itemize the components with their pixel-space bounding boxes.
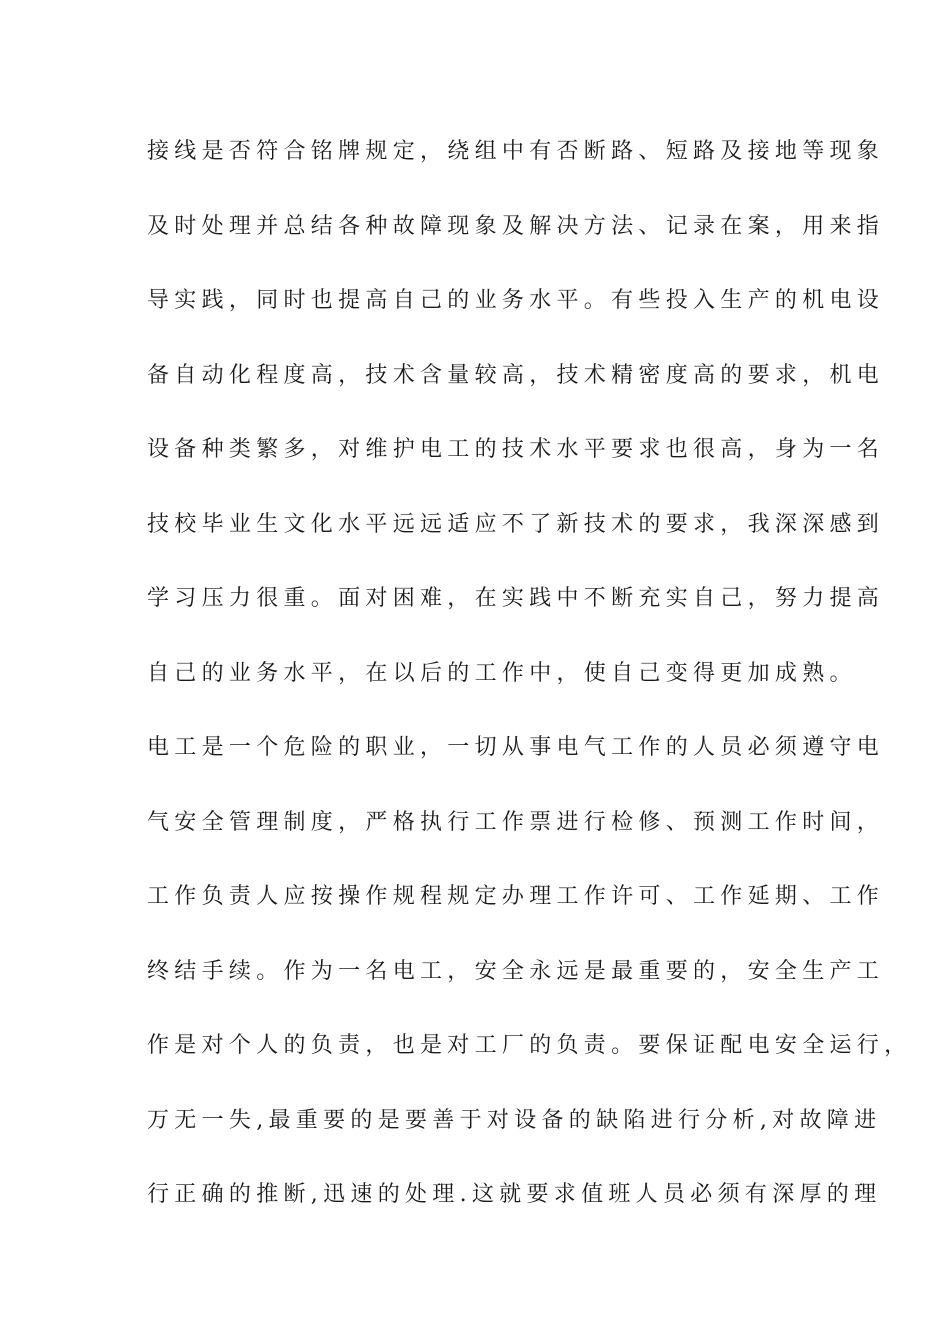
text-line: 自己的业务水平，在以后的工作中，使自己变得更加成熟。 [147, 660, 857, 686]
text-line: 万无一失,最重要的是要善于对设备的缺陷进行分析,对故障进 [147, 1107, 882, 1133]
text-line: 电工是一个危险的职业，一切从事电气工作的人员必须遵守电 [147, 735, 885, 760]
text-line: 备自动化程度高，技术含量较高，技术精密度高的要求，机电 [147, 362, 885, 388]
body-text [147, 130, 912, 1248]
text-line: 导实践，同时也提高自己的业务水平。有些投入生产的机电设 [147, 288, 885, 313]
text-line: 工作负责人应按操作规程规定办理工作许可、工作延期、工作 [147, 884, 885, 909]
text-line: 接线是否符合铭牌规定，绕组中有否断路、短路及接地等现象 [147, 139, 885, 164]
text-line: 作是对个人的负责，也是对工厂的负责。要保证配电安全运行， [147, 1033, 912, 1058]
text-line: 行正确的推断,迅速的处理.这就要求值班人员必须有深厚的理 [147, 1182, 882, 1207]
text-line: 设备种类繁多，对维护电工的技术水平要求也很高，身为一名 [147, 437, 885, 462]
text-line: 终结手续。作为一名电工，安全永远是最重要的，安全生产工 [147, 958, 885, 984]
text-line: 及时处理并总结各种故障现象及解决方法、记录在案，用来指 [147, 213, 885, 239]
text-line: 技校毕业生文化水平远远适应不了新技术的要求，我深深感到 [147, 511, 885, 537]
text-line: 学习压力很重。面对困难，在实践中不断充实自己，努力提高 [147, 586, 885, 611]
text-line: 气安全管理制度，严格执行工作票进行检修、预测工作时间， [147, 809, 885, 835]
